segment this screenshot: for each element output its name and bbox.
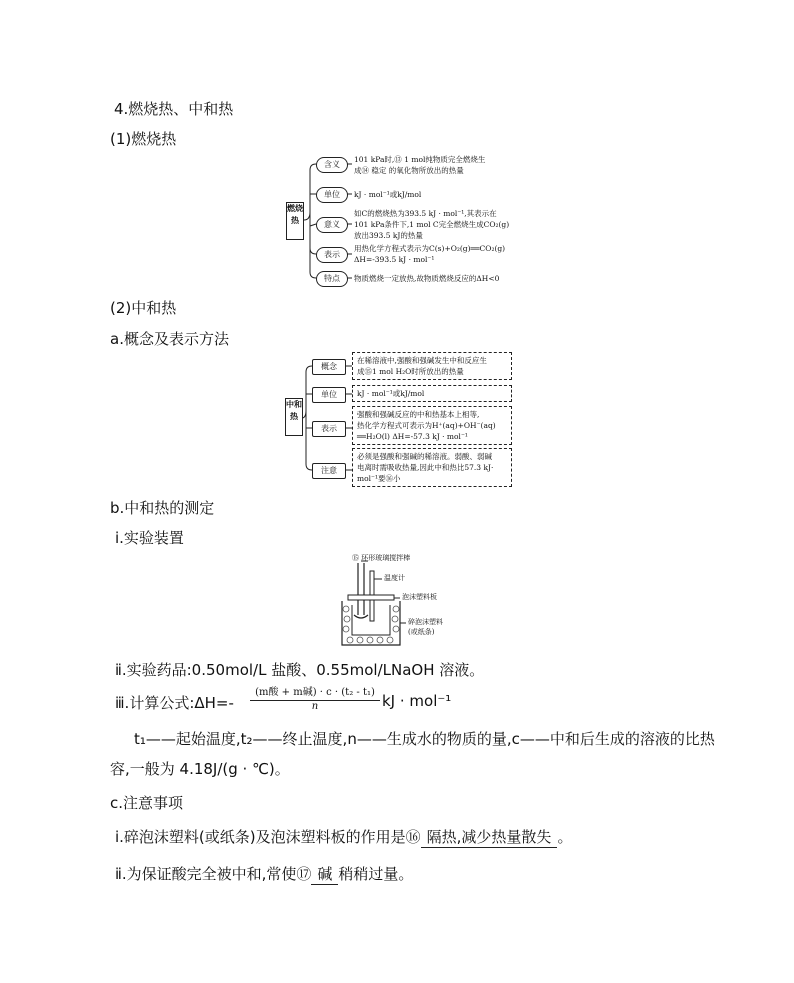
burn-node-content: 用热化学方程式表示为C(s)+O₂(g)══CO₂(g) ΔH=-393.5 kJ · mol⁻¹ [354,244,506,264]
burn-node-label: 单位 [316,187,348,203]
measure-item-i: ⅰ.实验装置 [115,529,184,547]
formula-unit: kJ · mol⁻¹ [382,692,452,710]
neutral-node-label: 注意 [312,463,346,479]
burn-node-content: 如C的燃烧热为393.5 kJ · mol⁻¹,其表示在 101 kPa条件下,1 mol C完全燃烧生成CO₂(g) 放出393.5 kJ的热量 [354,209,510,240]
apparatus-figure [330,553,470,653]
measure-sub-b: b.中和热的测定 [110,499,215,517]
burn-node-content: 物质燃烧一定放热,故物质燃烧反应的ΔH<0 [354,274,500,283]
neutral-root: 中和热 [285,398,303,436]
burn-node-content: 101 kPa时,⑬ 1 mol纯物质完全燃烧生 成⑭ 稳定 的氧化物所放出的热量 [354,155,486,175]
section-title: 4.燃烧热、中和热 [114,100,234,118]
apparatus-label-foam: 碎泡沫塑料 [408,618,443,626]
apparatus-label-thermometer: 温度计 [384,574,405,582]
note-2: ⅱ.为保证酸完全被中和,常使⑰ 碱 稍稍过量。 [115,865,414,883]
neutral-node-content: 必须是强酸和强碱的稀溶液。弱酸、弱碱 电离时需吸收热量,因此中和热比57.3 kJ· mol⁻¹要⑯小 [352,448,512,487]
neutral-node-label: 单位 [312,387,346,403]
explain-line-1: t₁——起始温度,t₂——终止温度,n——生成水的物质的量,c——中和后生成的溶液的比热 [134,730,715,748]
neutral-node-label: 概念 [312,359,346,375]
formula-denominator: n [311,701,319,712]
formula-fraction [250,683,380,712]
neutral-mindmap [280,352,520,492]
neutral-node-content: 强酸和强碱反应的中和热基本上相等, 热化学方程式可表示为H⁺(aq)+OH⁻(aq) ══H₂O(l) ΔH=-57.3 kJ · mol⁻¹ [352,406,512,445]
apparatus-label-stirrer: ⑮ 环形玻璃搅拌棒 [352,554,411,562]
burn-heading: (1)燃烧热 [110,130,177,148]
neutral-sub-a: a.概念及表示方法 [110,330,229,348]
notes-sub-c: c.注意事项 [110,794,184,812]
measure-item-ii: ⅱ.实验药品:0.50mol/L 盐酸、0.55mol/LNaOH 溶液。 [115,661,485,679]
neutral-node-content: kJ · mol⁻¹或kJ/mol [352,385,512,402]
burn-node-label: 意义 [316,217,348,233]
note-1: ⅰ.碎泡沫塑料(或纸条)及泡沫塑料板的作用是⑯ 隔热,减少热量散失 。 [115,828,573,846]
burn-root: 燃烧热 [286,202,304,240]
neutral-heading: (2)中和热 [110,299,177,317]
measure-item-iii: ⅲ.计算公式:ΔH=- [115,694,234,712]
note-2-answer: 碱 [311,863,338,885]
burn-mindmap [280,152,560,288]
apparatus-drawing [330,553,470,653]
formula-numerator: (m酸 + m碱) · c · (t₂ - t₁) [250,683,380,701]
burn-node-label: 特点 [316,271,348,287]
burn-node-label: 表示 [316,247,348,263]
burn-node-label: 含义 [316,157,348,173]
burn-node-content: kJ · mol⁻¹或kJ/mol [354,190,422,199]
note-1-answer: 隔热,减少热量散失 [421,826,558,848]
apparatus-label-lid: 泡沫塑料板 [402,593,437,601]
apparatus-label-foam-alt: (或纸条) [408,628,435,636]
explain-line-2: 容,一般为 4.18J/(g · ℃)。 [110,760,290,778]
neutral-node-label: 表示 [312,421,346,437]
neutral-node-content: 在稀溶液中,强酸和强碱发生中和反应生 成⑮1 mol H₂O时所放出的热量 [352,352,512,380]
